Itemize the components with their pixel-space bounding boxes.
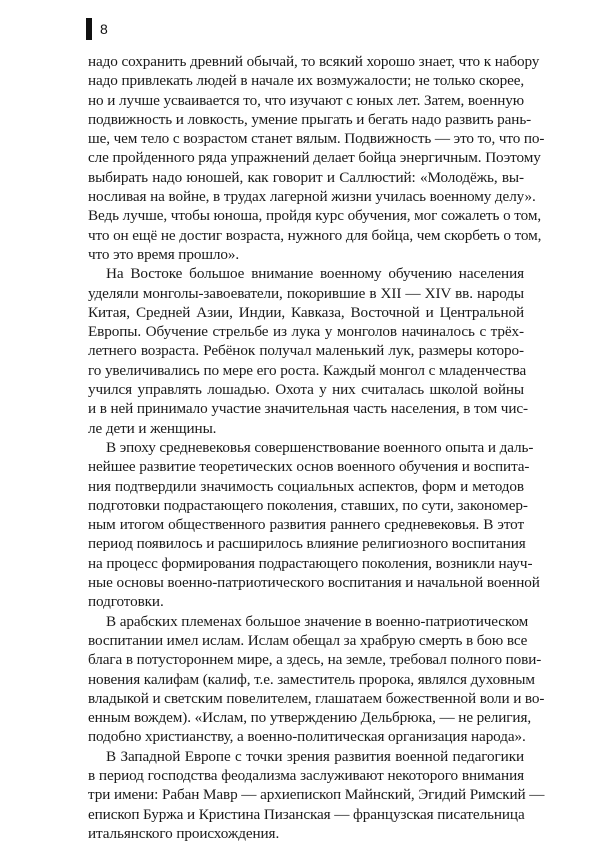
text-line: енным вождем). «Ислам, по утверждению Дельбрюка, — не религия, bbox=[88, 709, 532, 727]
text-line: новения калифам (калиф, т.е. заместитель пророка, являлся духовным bbox=[88, 670, 535, 688]
paragraph bbox=[88, 747, 545, 843]
text-line: в период господства феодализма заслуживают некоторого внимания bbox=[88, 766, 524, 784]
text-line: период появилось и расширилось влияние религиозного воспитания bbox=[88, 535, 526, 553]
paragraph bbox=[88, 52, 545, 264]
text-line: ле дети и женщины. bbox=[88, 419, 217, 437]
text-line: блага в потустороннем мире, а здесь, на земле, требовал полного пови- bbox=[88, 651, 542, 669]
text-line: В эпоху средневековья совершенствование военного опыта и даль- bbox=[106, 438, 534, 456]
text-line: В Западной Европе с точки зрения развития военной педагогики bbox=[106, 747, 524, 765]
text-line: носливая на войне, в трудах лагерной жизни училась военному делу». bbox=[88, 188, 536, 206]
text-line: но и лучше усваивается то, что изучают с юных лет. Затем, военную bbox=[88, 91, 524, 109]
paragraph bbox=[88, 264, 528, 438]
text-line: что он ещё не достиг возраста, нужного для бойца, чем скорбеть о том, bbox=[88, 226, 542, 244]
text-line: итальянского происхождения. bbox=[88, 824, 280, 842]
text-line: владыкой и светским повелителем, глашатаем божественной воли и во- bbox=[88, 689, 545, 707]
text-line: Европы. Обучение стрельбе из лука у монголов начиналось с трёх- bbox=[88, 323, 524, 341]
text-line: епископ Буржа и Кристина Пизанская — французская писательница bbox=[88, 805, 525, 823]
page-header bbox=[86, 18, 108, 40]
page-number: 8 bbox=[100, 21, 108, 37]
text-line: В арабских племенах большое значение в военно-патриотическом bbox=[106, 612, 529, 630]
text-line: ше, чем тело с возрастом станет вялым. Подвижность — это то, что по- bbox=[88, 130, 545, 148]
text-line: На Востоке большое внимание военному обучению населения bbox=[106, 265, 524, 283]
text-line: сле пройденного ряда упражнений делает бойца энергичным. Поэтому bbox=[88, 149, 541, 167]
text-line: подготовки подрастающего поколения, ставших, по сути, закономер- bbox=[88, 496, 528, 514]
text-line: выбирать надо юношей, как говорит и Саллюстий: «Молодёжь, вы- bbox=[88, 168, 524, 186]
text-line: надо сохранить древний обычай, то всякий хорошо знает, что к набору bbox=[88, 53, 540, 70]
text-line: уделяли монголы-завоеватели, покорившие в XII — XIV вв. народы bbox=[88, 284, 524, 302]
text-line: воспитании имел ислам. Ислам обещал за храбрую смерть в бою все bbox=[88, 631, 528, 649]
paragraph bbox=[88, 612, 545, 747]
text-line: три имени: Рабан Мавр — архиепископ Майнский, Эгидий Римский — bbox=[88, 786, 545, 804]
text-line: ным итогом общественного развития раннего средневековья. В этот bbox=[88, 516, 524, 534]
text-line: надо привлекать людей в начале их возмужалости; не только скорее, bbox=[88, 72, 525, 90]
text-line: и в ней принимало участие значительная часть населения, в том чис- bbox=[88, 400, 528, 418]
text-line: нейшее развитие теоретических основ военного обучения и воспита- bbox=[88, 458, 530, 476]
text-line: учился управлять лошадью. Охота у них считалась школой войны bbox=[88, 381, 524, 399]
text-line: го увеличивались по мере его роста. Каждый монгол с младенчества bbox=[88, 361, 527, 379]
text-line: летнего возраста. Ребёнок получал маленький лук, размеры которо- bbox=[88, 342, 524, 360]
text-line: Китая, Средней Азии, Индии, Кавказа, Восточной и Центральной bbox=[88, 303, 524, 321]
text-line: подобно христианству, а военно-политическая организация народа». bbox=[88, 728, 526, 746]
header-marker-bar bbox=[86, 18, 92, 40]
text-line: Ведь лучше, чтобы юноша, пройдя курс обучения, мог сожалеть о том, bbox=[88, 207, 542, 225]
text-line: ные основы военно-патриотического воспитания и начальной военной bbox=[88, 574, 540, 592]
text-line: что это время прошло». bbox=[88, 245, 240, 263]
text-line: на процесс формирования подрастающего поколения, возникли науч- bbox=[88, 554, 533, 572]
text-line: ния подтвердили значимость социальных аспектов, форм и методов bbox=[88, 477, 524, 495]
paragraph bbox=[88, 438, 540, 612]
page-body-text bbox=[88, 52, 545, 843]
text-line: подготовки. bbox=[88, 593, 164, 611]
text-line: подвижность и ловкость, умение прыгать и бегать надо развить рань- bbox=[88, 110, 532, 128]
